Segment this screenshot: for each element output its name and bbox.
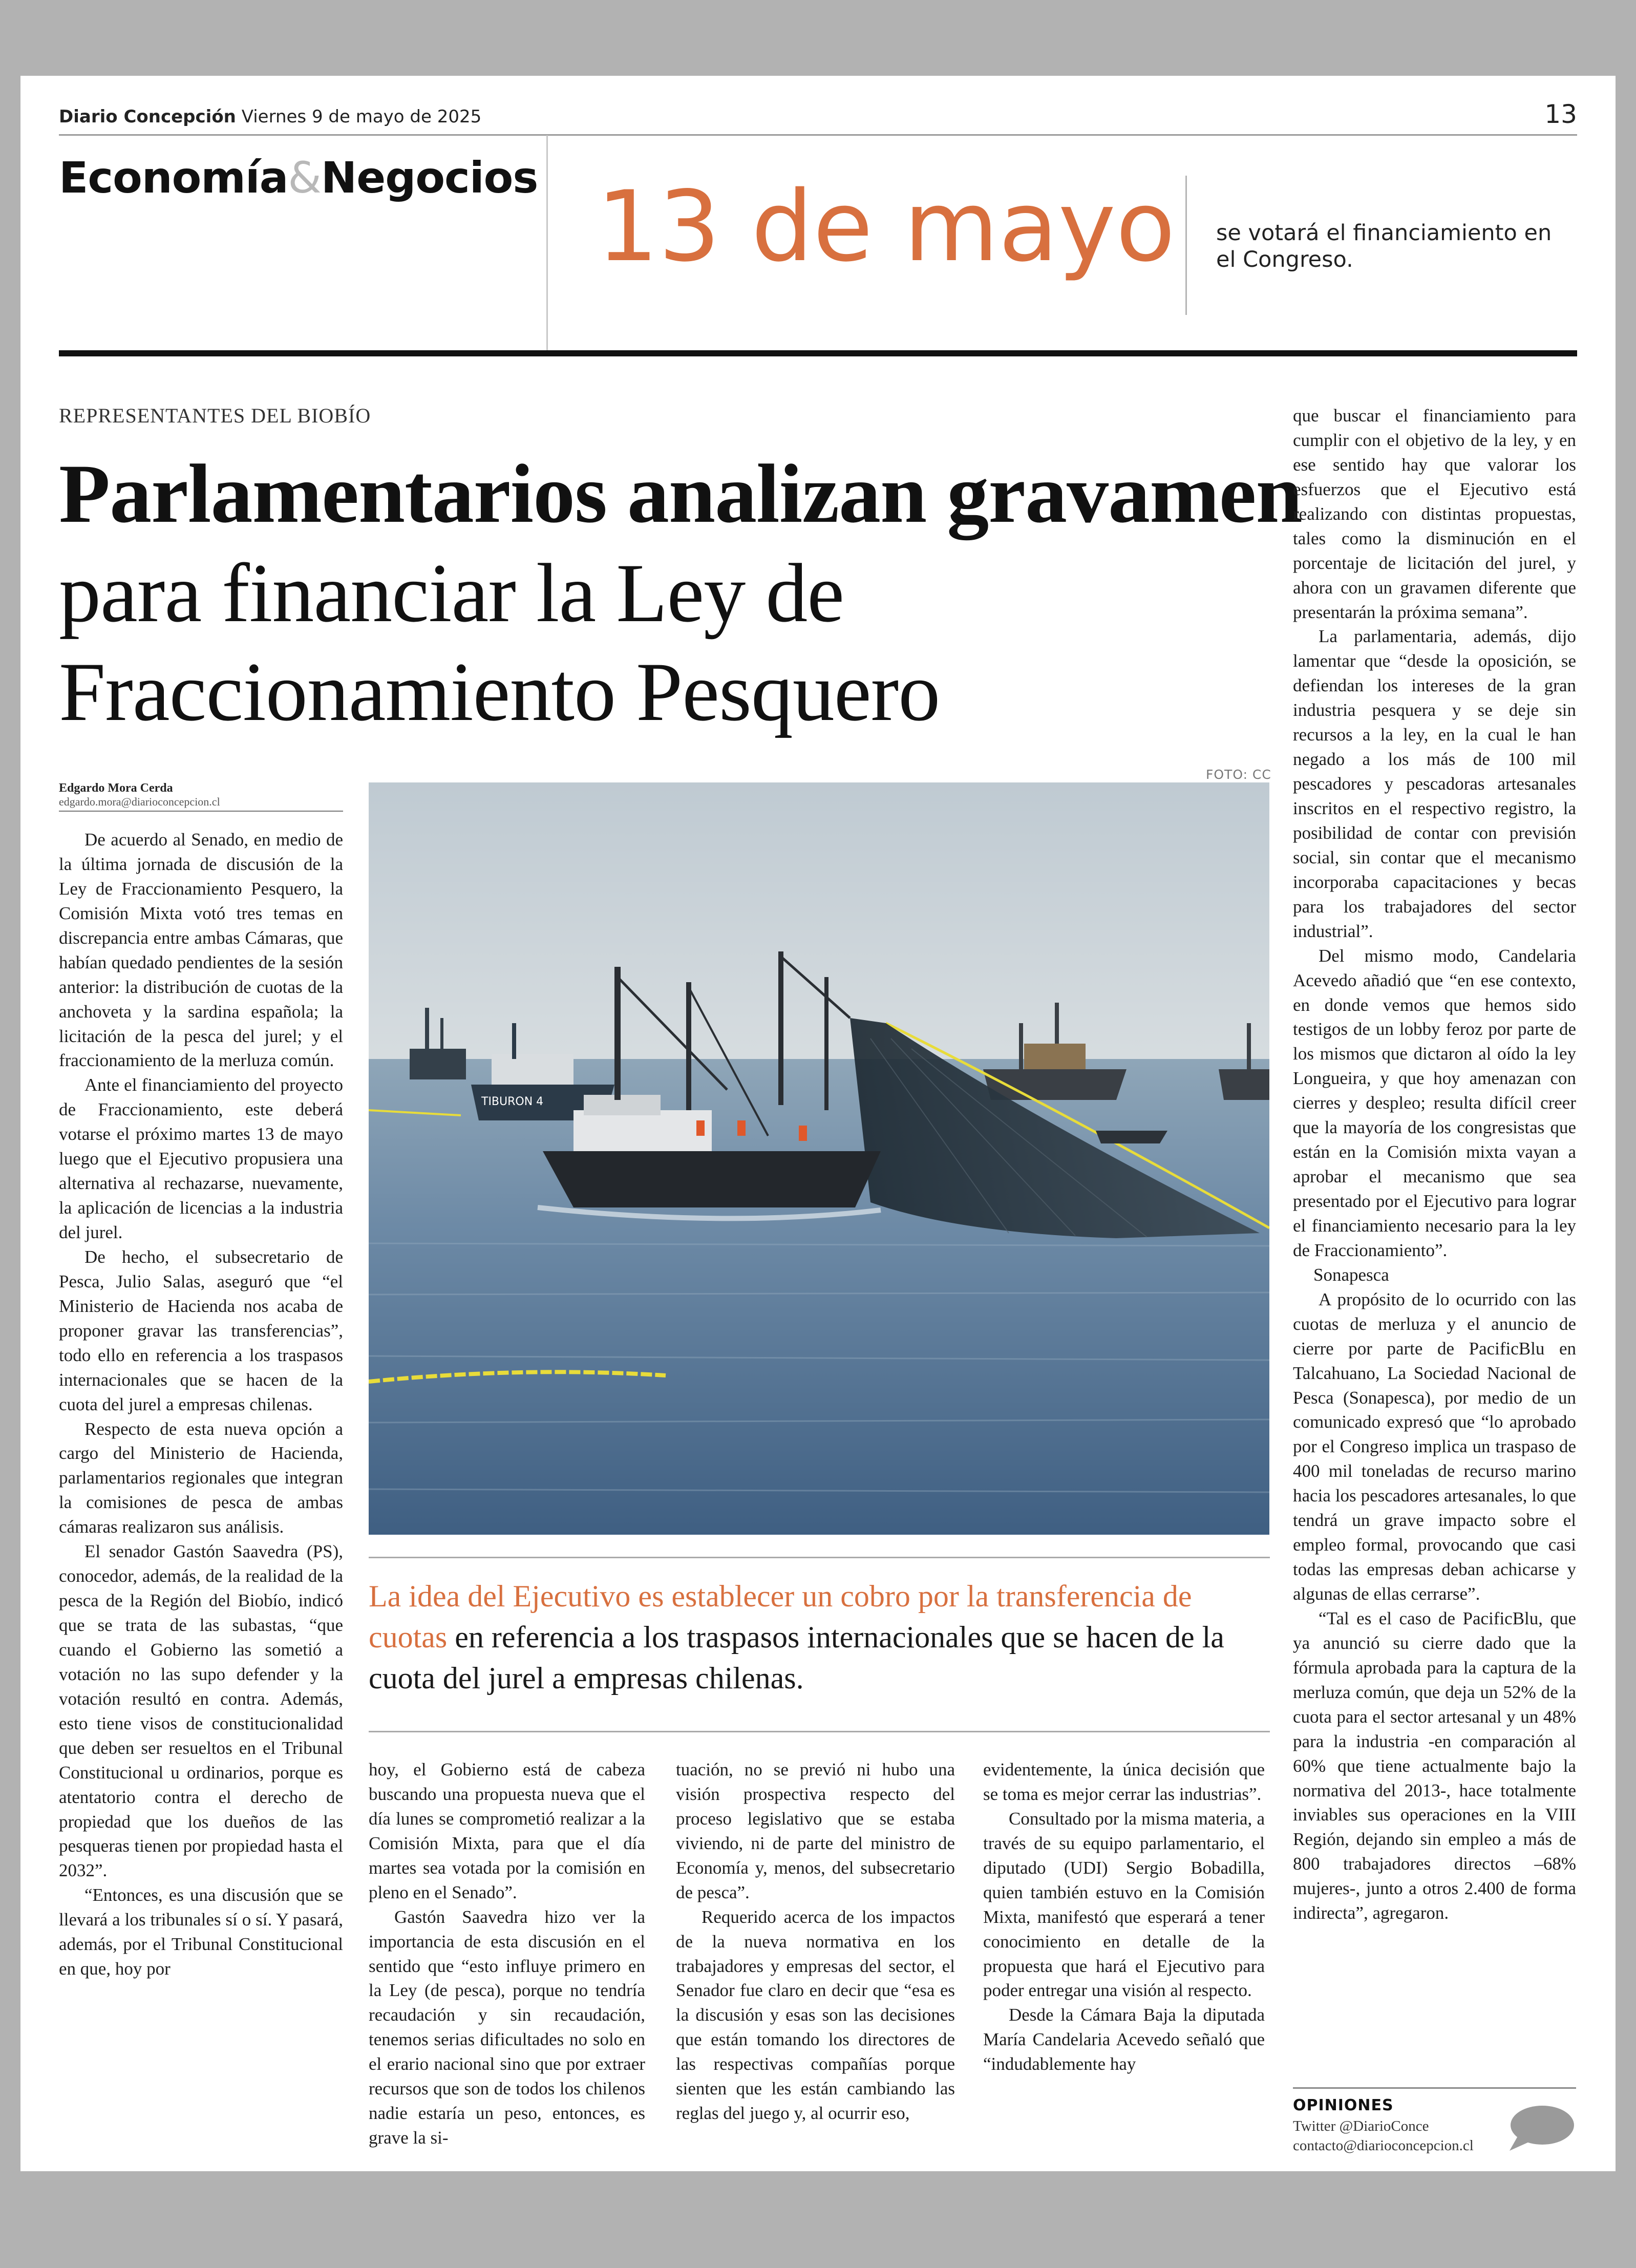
article-column-2: [369, 1757, 645, 2150]
highlight-date-note: se votará el financiamiento en el Congreso.: [1216, 220, 1552, 272]
article-column-right: [1293, 404, 1576, 1925]
paragraph: “Tal es el caso de PacificBlu, que ya anunció su cierre dado que la fórmula aprobada para la captura de la merluza común, que deja un 52% de la cuota para el sector artesanal y un 48% para la industria -en comparación al 60% que tiene actualmente bajo la normativa del 2013-, hace totalmente inviables sus operaciones en la VIII Región, dejando sin empleo a más de 800 trabajadores directos –68% mujeres-, junto a otros 2.400 de forma indirecta”, agregaron.: [1293, 1608, 1576, 1923]
opinions-twitter: Twitter @DiarioConce: [1293, 2118, 1429, 2134]
opinions-contact: contacto@diarioconcepcion.cl: [1293, 2137, 1474, 2154]
page-number: 13: [1544, 99, 1577, 129]
paragraph: hoy, el Gobierno está de cabeza buscando una propuesta nueva que el día lunes se comprometió realizar a la Comisión Mixta, para que el día martes sea votada por la comisión en pleno en el Senado”.: [369, 1760, 645, 1902]
pull-quote-text: en referencia a los traspasos internacionales que se hacen de la cuota del jurel a empresas chilenas.: [369, 1620, 1224, 1695]
section-ampersand: &: [288, 153, 321, 203]
paragraph: A propósito de lo ocurrido con las cuotas de merluza y el anuncio de cierre por parte de PacificBlu en Talcahuano, La Sociedad Nacional de Pesca (Sonapesca), por medio de un comunicado expresó que “lo aprobado por el Congreso implica un traspaso de 400 mil toneladas de recurso marino hacia los pescadores artesanales, lo que tendrá un grave impacto sobre el empleo formal, provocando que casi todas las empresas deban achicarse y algunas de ellas cerrarse”.: [1293, 1289, 1576, 1604]
paragraph: Respecto de esta nueva opción a cargo del Ministerio de Hacienda, parlamentarios regionales que integran la comisiones de pesca de ambas cámaras realizaron sus análisis.: [59, 1418, 343, 1537]
divider: [546, 135, 548, 350]
paragraph: “Entonces, es una discusión que se llevará a los tribunales sí o sí. Y pasará, además, por el Tribunal Constitucional en que, hoy por: [59, 1885, 343, 1979]
byline: [59, 781, 343, 812]
paragraph: Consultado por la misma materia, a través de su equipo parlamentario, el diputado (UDI) Sergio Bobadilla, quien también estuvo en la Comisión Mixta, manifestó que esperará a tener conocimiento en detalle de la propuesta que hará el Ejecutivo para poder entregar una visión al respecto.: [983, 1808, 1265, 2001]
subhead: Sonapesca: [1313, 1264, 1389, 1285]
paragraph: La parlamentaria, además, dijo lamentar que “desde la oposición, se defiendan los intereses de la gran industria pesquera y se deje sin recursos a la ley, en la cual le han negado a los más de 100 mil pescadores y pescadoras artesanales inscritos en el respectivo registro, la posibilidad de contar con previsión social, sin contar que el mecanismo incorporaba capacitaciones y becas para los trabajadores del sector industrial”.: [1293, 626, 1576, 941]
section-title: [59, 153, 538, 203]
headline-bold: Parlamentarios analizan gravamen: [59, 448, 1302, 540]
newspaper-name: Diario Concepción: [59, 107, 236, 127]
masthead-rule: [59, 134, 1577, 136]
pull-quote-rule: [369, 1557, 1270, 1558]
section-title-part1: Economía: [59, 153, 288, 203]
paragraph: Requerido acerca de los impactos de la nueva normativa en los trabajadores y empresas del sector, el Senador fue claro en decir que “esa es la discusión y esas son las decisiones que están tomando los directores de las respectivas compañías porque sienten que les están cambiando las reglas del juego y, al ocurrir eso,: [676, 1906, 955, 2124]
section-rule: [59, 350, 1577, 356]
pull-quote: [369, 1576, 1270, 1699]
fishing-boats-photo: [369, 782, 1269, 1535]
paragraph: Desde la Cámara Baja la diputada María Candelaria Acevedo señaló que “indudablemente hay: [983, 2005, 1265, 2074]
article-column-1: [59, 828, 343, 1981]
author-name: Edgardo Mora Cerda: [59, 781, 173, 795]
paragraph: De acuerdo al Senado, en medio de la última jornada de discusión de la Ley de Fraccionamiento Pesquero, la Comisión Mixta votó tres temas en discrepancia entre ambas Cámaras, que habían quedado pendientes de la sesión anterior: la distribución de cuotas de la anchoveta y la sardina española; la licitación de la pesca del jurel; y el fraccionamiento de la merluza común.: [59, 830, 343, 1071]
photo-credit: FOTO: CC: [1206, 767, 1271, 782]
divider: [1185, 176, 1187, 315]
section-title-part2: Negocios: [321, 153, 538, 203]
author-email: edgardo.mora@diarioconcepcion.cl: [59, 795, 220, 808]
headline-rest: para financiar la Ley de Fraccionamiento Pesquero: [59, 546, 940, 739]
article-column-4: [983, 1757, 1265, 2076]
masthead-dateline: [59, 107, 481, 127]
speech-bubble-icon: [1505, 2104, 1575, 2152]
article-kicker: REPRESENTANTES DEL BIOBÍO: [59, 404, 371, 427]
paragraph: El senador Gastón Saavedra (PS), conocedor, además, de la realidad de la pesca de la Región del Biobío, indicó que se trata de las subastas, “que cuando el Gobierno las sometió a votación no las supo defender y la votación resultó en contra. Además, esto tiene visos de constitucionalidad que deben ser resueltos en el Tribunal Constitucional u ordinarios, porque es atentatorio contra el derecho de propiedad que los dueños de las pesqueras tienen por propiedad hasta el 2032”.: [59, 1541, 343, 1881]
pull-quote-highlight: La idea del Ejecutivo es establecer un cobro por la transferencia de cuotas: [369, 1579, 1192, 1654]
boat-name-label: TIBURON 4: [481, 1095, 544, 1108]
newspaper-page: [20, 76, 1616, 2171]
paragraph: De hecho, el subsecretario de Pesca, Julio Salas, aseguró que “el Ministerio de Hacienda nos acaba de proponer gravar las transferencias”, todo ello en referencia a los traspasos internacionales que se hacen de la cuota del jurel a empresas chilenas.: [59, 1246, 343, 1414]
highlight-date: 13 de mayo: [597, 170, 1176, 283]
article-headline: [59, 444, 1313, 742]
article-column-3: [676, 1757, 955, 2126]
paragraph: Del mismo modo, Candelaria Acevedo añadió que “en ese contexto, en donde vemos que hemos sido testigos de un lobby feroz por parte de los mismos que dictaron al oído la ley Longueira, y que hoy amenazan con cierres y despleo; resulta difícil creer que la mayoría de los congresistas que están en la Comisión mixta vayan a aprobar el mecanismo que sea presentado por el Ejecutivo para lograr el financiamiento necesario para la ley de Fraccionamiento”.: [1293, 945, 1576, 1260]
opinions-title: OPINIONES: [1293, 2096, 1394, 2114]
pull-quote-rule: [369, 1731, 1270, 1732]
article-photo: [369, 782, 1269, 1535]
paragraph: Ante el financiamiento del proyecto de Fraccionamiento, este deberá votarse el próximo martes 13 de mayo luego que el Ejecutivo propusiera una alternativa al rechazarse, nuevamente, la aplicación de licencias a la industria del jurel.: [59, 1075, 343, 1242]
opinions-rule: [1293, 2087, 1576, 2089]
issue-date: Viernes 9 de mayo de 2025: [241, 107, 482, 127]
paragraph: evidentemente, la única decisión que se toma es mejor cerrar las industrias”.: [983, 1760, 1265, 1804]
paragraph: tuación, no se previó ni hubo una visión prospectiva respecto del proceso legislativo que se estaba viviendo, ni de parte del ministro de Economía y, menos, del subsecretario de pesca”.: [676, 1760, 955, 1902]
paragraph: Gastón Saavedra hizo ver la importancia de esta discusión en el sentido que “esto influye primero en la Ley (de pesca), porque no tendría recaudación y sin recaudación, tenemos serias dificultades no solo en el erario nacional sino que por extraer recursos que son de todos los chilenos nadie estaría un peso, entonces, es grave la si-: [369, 1906, 645, 2148]
paragraph: que buscar el financiamiento para cumplir con el objetivo de la ley, y en ese sentido hay que valorar los esfuerzos que el Ejecutivo está realizando con distintas propuestas, tales como la disminución en el porcentaje de licitación del jurel, y ahora con un gravamen diferente que presentarán la próxima semana”.: [1293, 406, 1576, 622]
